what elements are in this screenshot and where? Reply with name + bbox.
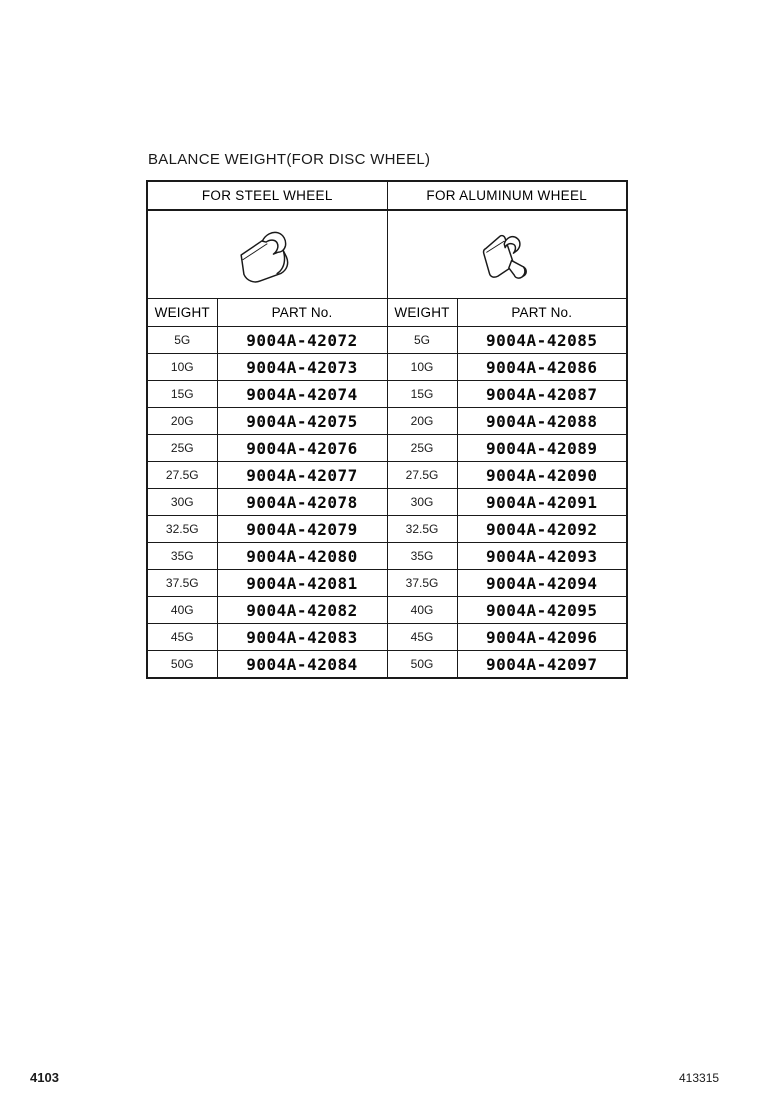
alum-weight-value: 10G — [387, 354, 457, 381]
steel-part-number: 9004A-42083 — [217, 624, 387, 651]
aluminum-weight-illustration-cell — [387, 210, 627, 299]
aluminum-balance-weight-icon — [471, 222, 543, 288]
alum-weight-value: 45G — [387, 624, 457, 651]
table-row — [147, 489, 627, 516]
alum-part-number: 9004A-42092 — [457, 516, 627, 543]
steel-weight-illustration-cell — [147, 210, 387, 299]
alum-part-number: 9004A-42097 — [457, 651, 627, 679]
steel-part-number: 9004A-42072 — [217, 327, 387, 354]
group-header-steel: FOR STEEL WHEEL — [147, 181, 387, 210]
alum-part-number: 9004A-42095 — [457, 597, 627, 624]
steel-part-number: 9004A-42077 — [217, 462, 387, 489]
steel-part-number: 9004A-42081 — [217, 570, 387, 597]
table-row — [147, 462, 627, 489]
table-row — [147, 624, 627, 651]
alum-weight-value: 40G — [387, 597, 457, 624]
page-title: BALANCE WEIGHT(FOR DISC WHEEL) — [148, 151, 431, 168]
alum-part-number: 9004A-42096 — [457, 624, 627, 651]
steel-weight-value: 32.5G — [147, 516, 217, 543]
table-row — [147, 354, 627, 381]
steel-weight-value: 15G — [147, 381, 217, 408]
column-header-steel-part: PART No. — [217, 299, 387, 327]
steel-weight-value: 27.5G — [147, 462, 217, 489]
illustration-row — [147, 210, 627, 299]
alum-weight-value: 50G — [387, 651, 457, 679]
steel-weight-value: 20G — [147, 408, 217, 435]
alum-weight-value: 27.5G — [387, 462, 457, 489]
steel-weight-value: 30G — [147, 489, 217, 516]
steel-weight-value: 45G — [147, 624, 217, 651]
steel-part-number: 9004A-42078 — [217, 489, 387, 516]
steel-balance-weight-icon — [231, 222, 303, 288]
table-row — [147, 516, 627, 543]
alum-weight-value: 20G — [387, 408, 457, 435]
steel-weight-value: 50G — [147, 651, 217, 679]
alum-part-number: 9004A-42086 — [457, 354, 627, 381]
alum-part-number: 9004A-42087 — [457, 381, 627, 408]
alum-weight-value: 35G — [387, 543, 457, 570]
column-header-alum-weight: WEIGHT — [387, 299, 457, 327]
steel-weight-value: 10G — [147, 354, 217, 381]
alum-part-number: 9004A-42090 — [457, 462, 627, 489]
table-row — [147, 570, 627, 597]
steel-weight-value: 35G — [147, 543, 217, 570]
alum-part-number: 9004A-42088 — [457, 408, 627, 435]
column-header-alum-part: PART No. — [457, 299, 627, 327]
table-group-header-row — [147, 181, 627, 210]
table-row — [147, 651, 627, 679]
steel-part-number: 9004A-42080 — [217, 543, 387, 570]
steel-part-number: 9004A-42084 — [217, 651, 387, 679]
steel-weight-value: 25G — [147, 435, 217, 462]
steel-weight-value: 5G — [147, 327, 217, 354]
table-row — [147, 543, 627, 570]
alum-weight-value: 32.5G — [387, 516, 457, 543]
alum-weight-value: 37.5G — [387, 570, 457, 597]
steel-part-number: 9004A-42075 — [217, 408, 387, 435]
alum-part-number: 9004A-42089 — [457, 435, 627, 462]
table-row — [147, 381, 627, 408]
column-header-steel-weight: WEIGHT — [147, 299, 217, 327]
alum-part-number: 9004A-42091 — [457, 489, 627, 516]
alum-weight-value: 5G — [387, 327, 457, 354]
table-row — [147, 597, 627, 624]
steel-part-number: 9004A-42079 — [217, 516, 387, 543]
alum-part-number: 9004A-42085 — [457, 327, 627, 354]
alum-weight-value: 25G — [387, 435, 457, 462]
group-header-aluminum: FOR ALUMINUM WHEEL — [387, 181, 627, 210]
table-row — [147, 408, 627, 435]
steel-part-number: 9004A-42076 — [217, 435, 387, 462]
table-row — [147, 435, 627, 462]
footer-page-number: 4103 — [30, 1070, 59, 1085]
alum-part-number: 9004A-42094 — [457, 570, 627, 597]
steel-weight-value: 40G — [147, 597, 217, 624]
parts-table — [146, 180, 628, 679]
steel-part-number: 9004A-42074 — [217, 381, 387, 408]
alum-weight-value: 30G — [387, 489, 457, 516]
column-header-row — [147, 299, 627, 327]
alum-weight-value: 15G — [387, 381, 457, 408]
steel-weight-value: 37.5G — [147, 570, 217, 597]
table-row — [147, 327, 627, 354]
steel-part-number: 9004A-42082 — [217, 597, 387, 624]
steel-part-number: 9004A-42073 — [217, 354, 387, 381]
alum-part-number: 9004A-42093 — [457, 543, 627, 570]
footer-figure-code: 413315 — [679, 1071, 720, 1085]
